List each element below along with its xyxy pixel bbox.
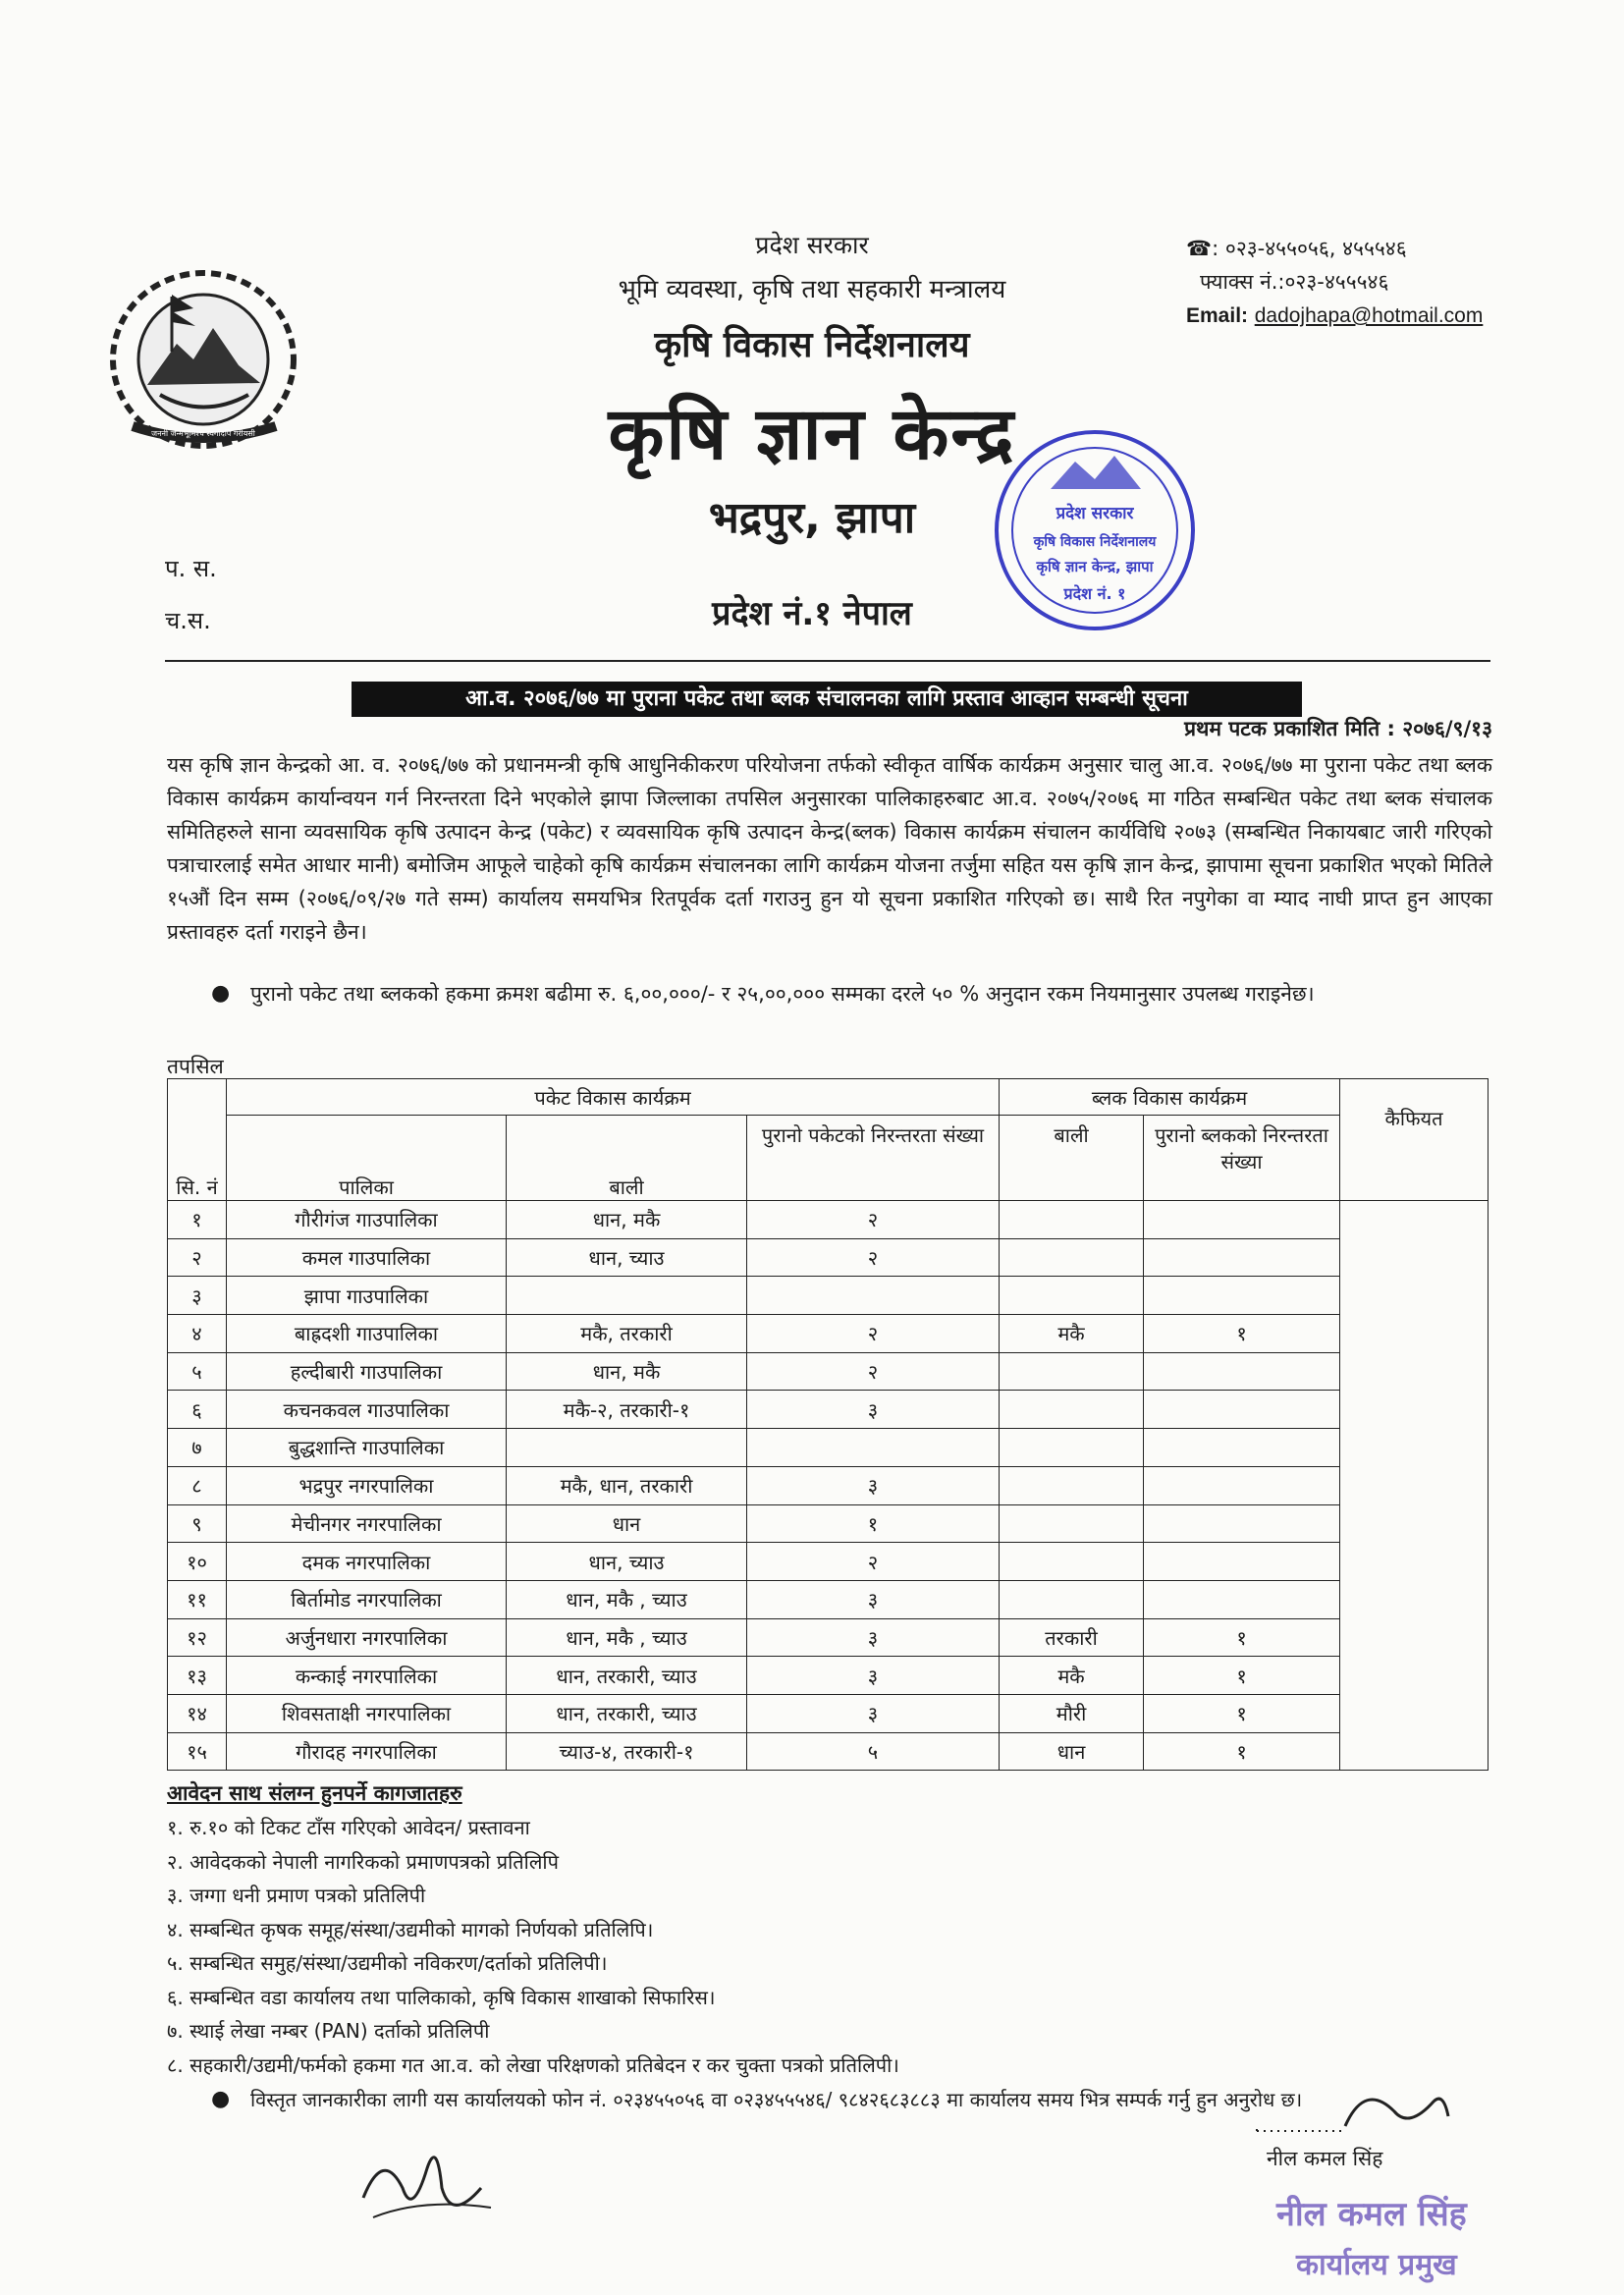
cell-block-crop [1000,1201,1144,1239]
cell-sn: ९ [168,1504,227,1543]
table-row [168,1580,1489,1618]
svg-text:प्रदेश सरकार: प्रदेश सरकार [1056,504,1134,523]
cell-block-count: १ [1144,1315,1340,1353]
cell-crop: धान, तरकारी, च्याउ [507,1694,747,1732]
cell-sn: ६ [168,1391,227,1429]
document-item: ३. जग्गा धनी प्रमाण पत्रको प्रतिलिपी [167,1884,426,1907]
cell-block-crop: मौरी [1000,1694,1144,1732]
cell-sn: १५ [168,1732,227,1771]
role-stamp: कार्यालय प्रमुख [1296,2248,1457,2282]
header-pocket-count: पुरानो पकेटको निरन्तरता संख्या [747,1116,1000,1201]
fax-text: फ्याक्स नं.:०२३-४५५५४६ [1200,270,1389,294]
cell-palika: हल्दीबारी गाउपालिका [227,1352,507,1391]
header-block-group: ब्लक विकास कार्यक्रम [1000,1079,1340,1116]
cell-sn: १ [168,1201,227,1239]
header-pocket-group: पकेट विकास कार्यक्रम [227,1079,1000,1116]
cell-palika: मेचीनगर नगरपालिका [227,1504,507,1543]
cell-block-crop [1000,1580,1144,1618]
cell-pocket-count: ३ [747,1580,1000,1618]
office-stamp-icon [982,420,1208,646]
table-row [168,1694,1489,1732]
svg-text:कृषि विकास निर्देशनालय: कृषि विकास निर्देशनालय [1033,534,1157,550]
cell-pocket-count: ३ [747,1391,1000,1429]
notice-body: यस कृषि ज्ञान केन्द्रको आ. व. २०७६/७७ को प्रधानमन्त्री कृषि आधुनिकीकरण परियोजना तर्फको स्वीकृत वार्षिक कार्यक्रम अनुसार चालु आ.व. २०७६/७७ मा पुराना पकेट तथा ब्लक विकास कार्यक्रम कार्यान्वयन गर्न निरन्तरता दिने भएकोले झापा जिल्लाका तपसिल अनुसारका पालिकाहरुबाट आ.व. २०७५/२०७६ मा गठित सम्बन्धित पकेट तथा ब्लक संचालक समितिहरुले साना व्यवसायिक कृषि उत्पादन केन्द्र (पकेट) र व्यवसायिक कृषि उत्पादन केन्द्र(ब्लक) विकास कार्यक्रम संचालन कार्यविधि २०७३ (सम्बन्धित निकायबाट जारी गरिएको पत्राचारलाई समेत आधार मानी) बमोजिम आफूले चाहेको कृषि कार्यक्रम संचालनका लागि कार्यक्रम योजना तर्जुमा सहित यस कृषि ज्ञान केन्द्र, झापामा सूचना प्रकाशित भएको मितिले १५औं दिन सम्म (२०७६/०९/२७ गते सम्म) कार्यालय समयभित्र रितपूर्वक दर्ता गराउनु हुन यो सूचना प्रकाशित गरिएको छ। साथै रित नपुगेका वा म्याद नाघी प्राप्त हुन आएका प्रस्तावहरु दर्ता गराइने छैन। [167,753,1492,944]
cell-sn: १० [168,1543,227,1581]
cell-block-crop: धान [1000,1732,1144,1771]
table-row [168,1732,1489,1771]
cell-block-count [1144,1201,1340,1239]
cell-block-crop [1000,1466,1144,1504]
cell-sn: १३ [168,1657,227,1695]
cell-pocket-count: २ [747,1238,1000,1277]
cell-palika: झापा गाउपालिका [227,1277,507,1315]
cell-palika: अर्जुनधारा नगरपालिका [227,1618,507,1657]
cell-block-count [1144,1429,1340,1467]
documents-list [167,1811,1443,2082]
table-row [168,1391,1489,1429]
cell-sn: ७ [168,1429,227,1467]
cell-block-count [1144,1277,1340,1315]
cell-pocket-count [747,1277,1000,1315]
province-label: प्रदेश नं.१ नेपाल [712,594,912,633]
cell-remarks [1340,1201,1489,1771]
table-row [168,1543,1489,1581]
cell-palika: बुद्धशान्ति गाउपालिका [227,1429,507,1467]
table-row [168,1466,1489,1504]
table-row [168,1352,1489,1391]
table-row [168,1429,1489,1467]
office-location: भद्रपुर, झापा [708,493,916,543]
cell-block-crop: मकै [1000,1315,1144,1353]
cell-pocket-count: २ [747,1543,1000,1581]
table-row [168,1657,1489,1695]
published-date: प्रथम पटक प्रकाशित मिति : २०७६/९/१३ [1184,717,1492,740]
documents-title: आवेदन साथ संलग्न हुनपर्ने कागजातहरु [167,1781,462,1805]
phone-text: ☎: ०२३-४५५०५६, ४५५५४६ [1186,237,1407,260]
cell-sn: १२ [168,1618,227,1657]
cell-block-crop [1000,1352,1144,1391]
cell-crop: च्याउ-४, तरकारी-१ [507,1732,747,1771]
cell-sn: ११ [168,1580,227,1618]
cell-crop: धान, मकै [507,1352,747,1391]
cell-block-crop [1000,1543,1144,1581]
cell-palika: कमल गाउपालिका [227,1238,507,1277]
name-stamp: नील कमल सिंह [1276,2195,1467,2234]
cell-block-crop: तरकारी [1000,1618,1144,1657]
cell-sn: ८ [168,1466,227,1504]
cell-palika: गौरीगंज गाउपालिका [227,1201,507,1239]
table-row [168,1618,1489,1657]
contact-note: विस्तृत जानकारीका लागी यस कार्यालयको फोन नं. ०२३४५५०५६ वा ०२३४५५५४६/ ९८४२६८३८८३ मा कार्यालय समय भित्र सम्पर्क गर्नु हुन अनुरोध छ। [250,2088,1303,2111]
cell-palika: शिवसताक्षी नगरपालिका [227,1694,507,1732]
cell-sn: ५ [168,1352,227,1391]
svg-text:कृषि ज्ञान केन्द्र, झापा: कृषि ज्ञान केन्द्र, झापा [1036,558,1154,575]
header-line-ministry: भूमि व्यवस्था, कृषि तथा सहकारी मन्त्रालय [618,275,1006,304]
cell-block-crop [1000,1504,1144,1543]
cell-crop: धान, च्याउ [507,1543,747,1581]
document-item: ५. सम्बन्धित समुह/संस्था/उद्यमीको नविकरण/दर्ताको प्रतिलिपी। [167,1951,608,1975]
svg-text:प्रदेश नं. १: प्रदेश नं. १ [1063,584,1126,603]
cell-sn: १४ [168,1694,227,1732]
header-remarks: कैफियत [1340,1079,1489,1201]
cell-block-crop [1000,1277,1144,1315]
cell-palika: कचनकवल गाउपालिका [227,1391,507,1429]
email-label: Email: [1186,304,1249,327]
document-item: ६. सम्बन्धित वडा कार्यालय तथा पालिकाको, कृषि विकास शाखाको सिफारिस। [167,1985,716,2009]
cell-sn: २ [168,1238,227,1277]
cell-pocket-count: २ [747,1201,1000,1239]
cell-crop: मकै, तरकारी [507,1315,747,1353]
bullet-icon: ● [211,981,231,1006]
cell-pocket-count: २ [747,1315,1000,1353]
cell-block-crop [1000,1238,1144,1277]
cell-palika: बिर्तामोड नगरपालिका [227,1580,507,1618]
cell-pocket-count: ३ [747,1466,1000,1504]
cell-block-count: १ [1144,1732,1340,1771]
subsidy-bullet [211,978,1492,1010]
cell-block-crop [1000,1429,1144,1467]
cell-crop: धान, मकै , च्याउ [507,1580,747,1618]
cell-pocket-count: ३ [747,1694,1000,1732]
cell-palika: कन्काई नगरपालिका [227,1657,507,1695]
document-item: २. आवेदकको नेपाली नागरिकको प्रमाणपत्रको प्रतिलिपि [167,1849,559,1874]
letter-number-label: प. स. [165,555,217,582]
cell-palika: गौरादह नगरपालिका [227,1732,507,1771]
cell-block-count [1144,1580,1340,1618]
cell-block-count [1144,1543,1340,1581]
table-row [168,1277,1489,1315]
header-crop: बाली [507,1116,747,1201]
cell-palika: भद्रपुर नगरपालिका [227,1466,507,1504]
header-block-count: पुरानो ब्लकको निरन्तरता संख्या [1144,1116,1340,1201]
cell-block-count [1144,1504,1340,1543]
handwritten-signature-icon [344,2129,511,2237]
cell-block-count [1144,1391,1340,1429]
cell-sn: ३ [168,1277,227,1315]
officer-signature-icon [1198,2072,1492,2151]
cell-palika: दमक नगरपालिका [227,1543,507,1581]
cell-crop: धान, मकै [507,1201,747,1239]
svg-text:जननी जन्मभूमिश्च स्वर्गादपि गर: जननी जन्मभूमिश्च स्वर्गादपि गरीयसी [151,429,255,438]
header-sn: सि. नं [168,1079,227,1201]
cell-block-crop: मकै [1000,1657,1144,1695]
cell-block-count [1144,1466,1340,1504]
cell-crop: मकै, धान, तरकारी [507,1466,747,1504]
header-palika: पालिका [227,1116,507,1201]
table-row [168,1238,1489,1277]
cell-block-crop [1000,1391,1144,1429]
cell-sn: ४ [168,1315,227,1353]
dispatch-number-label: च.स. [165,607,211,634]
cell-block-count: १ [1144,1657,1340,1695]
signatory-name: नील कमल सिंह [1267,2147,1383,2170]
table-row [168,1504,1489,1543]
notice-title: आ.व. २०७६/७७ मा पुराना पकेट तथा ब्लक संचालनका लागि प्रस्ताव आव्हान सम्बन्धी सूचना [352,682,1302,717]
cell-crop [507,1277,747,1315]
cell-pocket-count: ३ [747,1657,1000,1695]
document-item: १. रु.१० को टिकट टाँस गरिएको आवेदन/ प्रस्तावना [167,1816,530,1839]
table-row [168,1201,1489,1239]
cell-pocket-count: २ [747,1352,1000,1391]
cell-block-count [1144,1238,1340,1277]
bullet-icon: ● [211,2087,231,2111]
email-link[interactable]: dadojhapa@hotmail.com [1254,304,1484,327]
cell-pocket-count: ५ [747,1732,1000,1771]
cell-pocket-count: १ [747,1504,1000,1543]
table-caption: तपसिल [167,1055,224,1078]
cell-palika: बाह्रदशी गाउपालिका [227,1315,507,1353]
cell-crop: धान [507,1504,747,1543]
subsidy-text: पुरानो पकेट तथा ब्लकको हकमा क्रमश बढीमा रु. ६,००,०००/- र २५,००,००० सम्मका दरले ५० % अनुदान रकम नियमानुसार उपलब्ध गराइनेछ। [250,982,1315,1006]
cell-pocket-count: ३ [747,1618,1000,1657]
document-item: ८. सहकारी/उद्यमी/फर्मको हकमा गत आ.व. को लेखा परिक्षणको प्रतिबेदन र कर चुक्ता पत्रको प्रतिलिपी। [167,2052,899,2077]
program-table [167,1078,1489,1771]
header-divider [165,660,1490,662]
header-line-province-govt: प्रदेश सरकार [755,231,869,259]
header-block-crop: बाली [1000,1116,1144,1201]
cell-crop [507,1429,747,1467]
email-row [1186,299,1483,333]
header-line-directorate: कृषि विकास निर्देशनालय [654,325,970,365]
document-item: ४. सम्बन्धित कृषक समूह/संस्था/उद्यमीको मागको निर्णयको प्रतिलिपि। [167,1917,654,1941]
document-item: ७. स्थाई लेखा नम्बर (PAN) दर्ताको प्रतिलिपी [167,2019,490,2043]
cell-crop: मकै-२, तरकारी-१ [507,1391,747,1429]
cell-block-count: १ [1144,1694,1340,1732]
cell-crop: धान, च्याउ [507,1238,747,1277]
cell-block-count [1144,1352,1340,1391]
office-title: कृषि ज्ञान केन्द्र [608,392,1016,476]
cell-pocket-count [747,1429,1000,1467]
cell-block-count: १ [1144,1618,1340,1657]
contact-block [1186,232,1483,333]
table-row [168,1315,1489,1353]
cell-crop: धान, तरकारी, च्याउ [507,1657,747,1695]
cell-crop: धान, मकै , च्याउ [507,1618,747,1657]
